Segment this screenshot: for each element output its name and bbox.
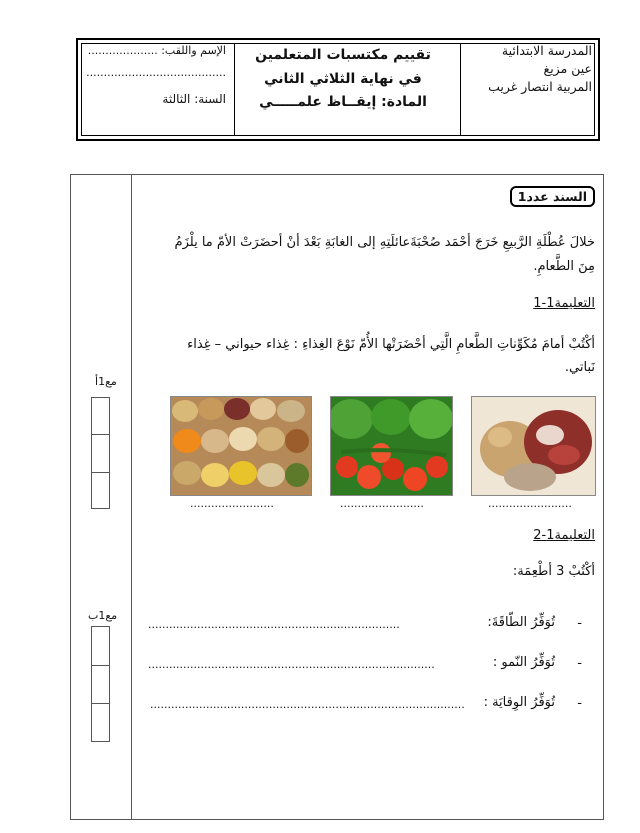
score-box[interactable] bbox=[92, 435, 109, 472]
score-box[interactable] bbox=[92, 704, 109, 742]
task2-heading: التعليمة1-2 bbox=[533, 528, 595, 543]
task1-instruction-line2: نَباتي. bbox=[564, 360, 595, 375]
protection-food-dash: - bbox=[577, 696, 582, 711]
school-place: عين مزيغ bbox=[543, 61, 592, 76]
score-box[interactable] bbox=[92, 473, 109, 509]
criterion-a-score-boxes[interactable] bbox=[91, 397, 110, 509]
answer-line-meat[interactable]: ........................ bbox=[488, 497, 572, 510]
grains-legumes-photo bbox=[170, 396, 312, 496]
criterion-a-label: مع1أ bbox=[95, 375, 117, 388]
school-name: المدرسة الابتدائية bbox=[501, 43, 592, 58]
grading-column-divider bbox=[131, 175, 132, 819]
growth-food-label: تُوَفِّرُ النّمو : bbox=[492, 655, 555, 670]
grains-legumes-photo-art bbox=[171, 397, 311, 495]
exam-period: في نهاية الثلاثي الثاني bbox=[264, 71, 422, 87]
header-divider-right bbox=[460, 44, 461, 135]
task2-instruction: أكْتُبْ 3 أطْعِمَة: bbox=[512, 564, 595, 579]
sanad-label: السند عدد1 bbox=[510, 186, 595, 207]
exam-title: تقييم مكتسبات المتعلمين bbox=[255, 47, 431, 63]
student-name-label: الإسم واللقب: .................... bbox=[87, 44, 226, 57]
header-divider-left bbox=[234, 44, 235, 135]
score-box[interactable] bbox=[92, 666, 109, 705]
answer-line-grains[interactable]: ........................ bbox=[190, 497, 274, 510]
teacher-name: المربية انتصار غريب bbox=[488, 79, 592, 94]
vegetables-photo bbox=[330, 396, 453, 496]
protection-food-answer[interactable]: .......................................................................................... bbox=[150, 698, 465, 711]
task1-heading: التعليمة1-1 bbox=[533, 296, 595, 311]
score-box[interactable] bbox=[92, 398, 109, 435]
criterion-b-label: مع1ب bbox=[88, 609, 118, 622]
student-year: السنة: الثالثة bbox=[162, 92, 226, 106]
task1-instruction-line1: أكْتُبْ أمامَ مُكَوِّناتِ الطَّعامِ الَّتِي أحْضَرَتْها الأُمّ نَوْعَ الغِذاءِ : غِذاء حيواني – غِذاء bbox=[187, 337, 595, 352]
vegetables-photo-art bbox=[331, 397, 452, 495]
growth-food-dash: - bbox=[577, 656, 582, 671]
answer-line-vegetables[interactable]: ........................ bbox=[340, 497, 424, 510]
energy-food-answer[interactable]: ........................................................................ bbox=[148, 618, 400, 631]
growth-food-answer[interactable]: .................................................................................. bbox=[148, 658, 435, 671]
sanad-text-line1: خلالَ عُطْلَةِ الرَّبيعِ خَرَجَ أحْمَد صُحْبَةَعائلَتِهِ إلى الغابَةِ بَعْدَ أنْ أحضَرَتْ الأمّ ما يلْزَمُ bbox=[174, 235, 595, 250]
meat-chicken-photo-art bbox=[472, 397, 595, 495]
criterion-b-score-boxes[interactable] bbox=[91, 626, 110, 742]
student-name-dots: ........................................ bbox=[86, 66, 226, 79]
sanad-text-line2: مِنَ الطَّعامِ. bbox=[533, 259, 595, 274]
subject-line: المادة: إيقــاظ علمـــــي bbox=[259, 94, 427, 110]
energy-food-dash: - bbox=[577, 616, 582, 631]
energy-food-label: تُوَفِّرُ الطّاقَةَ: bbox=[487, 615, 555, 630]
protection-food-label: تُوَفِّرُ الوِقايَة : bbox=[483, 695, 555, 710]
meat-chicken-photo bbox=[471, 396, 596, 496]
score-box[interactable] bbox=[92, 627, 109, 666]
